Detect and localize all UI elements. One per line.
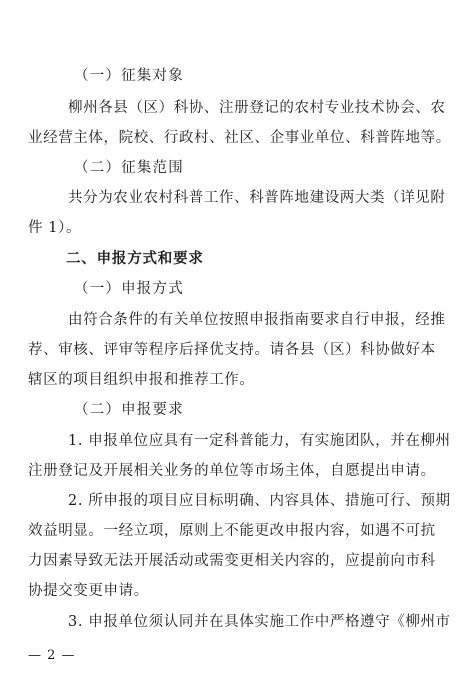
paragraph-line: 1. 申报单位应具有一定科普能力，有实施团队，并在柳州 [68,433,451,449]
paragraph-line: 件 1）。 [28,220,82,236]
section-heading-collection-targets: （一）征集对象 [74,68,184,84]
paragraph-line: 协提交变更申请。 [28,583,149,599]
section-heading-declaration-requirements: （二）申报要求 [74,402,184,418]
paragraph-line: 2. 所申报的项目应目标明确、内容具体、措施可行、预期 [68,493,451,509]
paragraph-line: 荐、审核、评审等程序后择优支持。请各县（区）科协做好本 [28,342,436,358]
paragraph-line: 由符合条件的有关单位按照申报指南要求自行申报，经推 [68,312,446,328]
page-number: — 2 — [28,648,76,663]
paragraph-line: 效益明显。一经立项，原则上不能更改申报内容，如遇不可抗 [28,523,436,539]
paragraph-line: 力因素导致无法开展活动或需变更相关内容的，应提前向市科 [28,553,436,569]
paragraph-line: 柳州各县（区）科协、注册登记的农村专业技术协会、农 [68,100,446,116]
paragraph-line: 共分为农业农村科普工作、科普阵地建设两大类（详见附 [68,190,446,206]
section-heading-collection-scope: （二）征集范围 [74,160,184,176]
paragraph-line: 辖区的项目组织申报和推荐工作。 [28,372,255,388]
paragraph-line: 业经营主体，院校、行政村、社区、企事业单位、科普阵地等。 [28,130,451,146]
section-heading-application-method: 二、申报方式和要求 [66,251,204,267]
paragraph-line: 3. 申报单位须认同并在具体实施工作中严格遵守《柳州市 [68,614,451,630]
section-heading-declaration-method: （一）申报方式 [74,281,184,297]
paragraph-line: 注册登记及开展相关业务的单位等市场主体，自愿提出申请。 [28,463,436,479]
